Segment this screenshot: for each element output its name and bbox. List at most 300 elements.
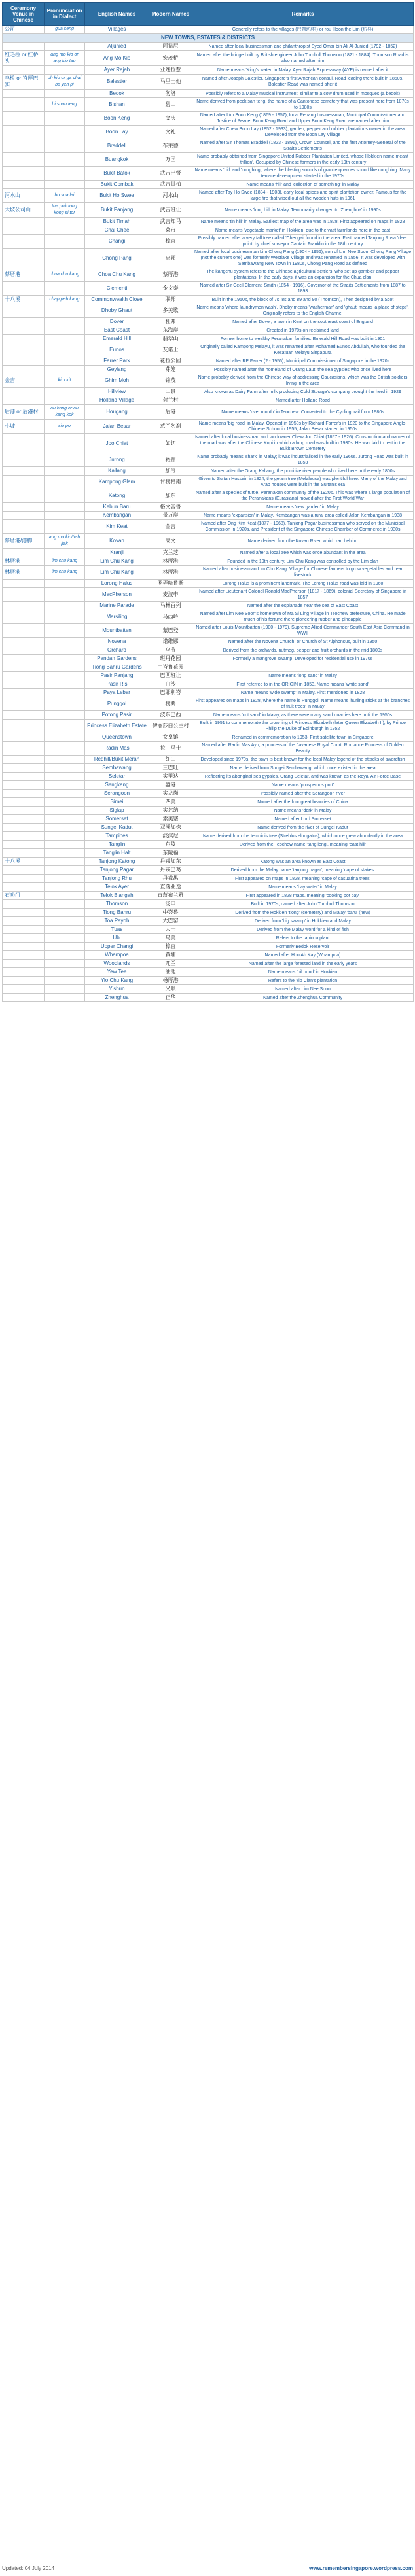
- english-name-cell: Bukit Timah: [85, 218, 149, 226]
- table-row: [3, 824, 414, 832]
- remarks-cell: Also known as Dairy Farm after milk producing Cold Storage's company brought the herd in 1929: [192, 388, 414, 396]
- english-name-cell: Orchard: [85, 646, 149, 655]
- remarks-cell: Named after Tay Ho Swee (1834 - 1903), early local spices and spirit plantation owner. Famous for the large fire that wiped out all the wooden huts in 1961: [192, 189, 414, 203]
- english-name-cell: Bukit Batok: [85, 167, 149, 181]
- table-row: [3, 26, 414, 34]
- pronunciation-cell: [45, 689, 85, 697]
- remarks-cell: Possibly refers to a Malay musical instrument, similar to a cow drum used in mosques (a bedok): [192, 90, 414, 98]
- table-row: [3, 610, 414, 624]
- modern-name-cell: 红山: [149, 756, 192, 764]
- pronunciation-cell: au kang or au kang kok: [45, 405, 85, 420]
- pronunciation-cell: lim chu kang: [45, 566, 85, 580]
- english-name-cell: Yishun: [85, 985, 149, 994]
- chinese-name-cell: [3, 304, 45, 318]
- table-header-row: [3, 3, 414, 26]
- chinese-name-cell: [3, 883, 45, 892]
- modern-name-cell: 三巴旺: [149, 764, 192, 773]
- modern-name-cell: 林厝港: [149, 566, 192, 580]
- modern-name-cell: 武吉班让: [149, 203, 192, 218]
- table-row: [3, 112, 414, 126]
- english-name-cell: Lorong Halus: [85, 580, 149, 588]
- chinese-name-cell: [3, 807, 45, 815]
- table-row: [3, 900, 414, 909]
- modern-name-cell: 河水山: [149, 189, 192, 203]
- english-name-cell: MacPherson: [85, 588, 149, 602]
- chinese-name-cell: [3, 773, 45, 781]
- modern-name-cell: 勿洛: [149, 90, 192, 98]
- english-name-cell: Holland Village: [85, 396, 149, 405]
- english-name-cell: Tuas: [85, 926, 149, 934]
- modern-name-cell: 布莱德: [149, 139, 192, 153]
- chinese-name-cell: [3, 875, 45, 883]
- table-row: [3, 790, 414, 798]
- pronunciation-cell: [45, 366, 85, 374]
- chinese-name-cell: [3, 549, 45, 557]
- pronunciation-cell: [45, 883, 85, 892]
- remarks-cell: Named after Lim Nee Soon's hometown of Ma Si Ling Village in Teochew prefecture, China. He made much of his fortune there pioneering rubber and pineapple: [192, 610, 414, 624]
- chinese-name-cell: [3, 951, 45, 960]
- modern-name-cell: 汤申: [149, 900, 192, 909]
- english-name-cell: Simei: [85, 798, 149, 807]
- table-row: [3, 126, 414, 139]
- header-remarks: Remarks: [192, 3, 414, 26]
- modern-name-cell: 四美: [149, 798, 192, 807]
- english-name-cell: Pasir Ris: [85, 680, 149, 689]
- remarks-cell: Name means 'tin hill' in Malay. Earliest map of the area was in 1828. First appeared on maps in 1828: [192, 218, 414, 226]
- table-row: [3, 318, 414, 326]
- english-name-cell: Ubi: [85, 934, 149, 943]
- pronunciation-cell: ang mo kio or ang kio tau: [45, 51, 85, 66]
- page-wrapper: [2, 2, 413, 1002]
- remarks-cell: Derived from 'big swamp' in Hokkien and Malay: [192, 917, 414, 926]
- table-row: [3, 520, 414, 534]
- chinese-name-cell: [3, 366, 45, 374]
- english-name-cell: Jalan Besar: [85, 420, 149, 434]
- table-row: [3, 335, 414, 343]
- chinese-name-cell: 红毛桥 or 红桥头: [3, 51, 45, 66]
- modern-name-cell: 山景: [149, 388, 192, 396]
- chinese-name-cell: [3, 733, 45, 742]
- remarks-cell: Name means 'river mouth' in Teochew. Converted to the Cycling trail from 1980s: [192, 405, 414, 420]
- pronunciation-cell: [45, 900, 85, 909]
- modern-name-cell: 樟宜: [149, 235, 192, 249]
- remarks-cell: Built in the 1950s, the block of 7s, 8s and 89 and 90 (Thomson), Then designed by a Scot: [192, 296, 414, 304]
- pronunciation-cell: [45, 892, 85, 900]
- english-name-cell: Queenstown: [85, 733, 149, 742]
- remarks-cell: Name means 'long hill' in Malay. Temporarily changed to 'Zhenghua' in 1990s: [192, 203, 414, 218]
- chinese-name-cell: [3, 249, 45, 268]
- modern-name-cell: 后港: [149, 405, 192, 420]
- chinese-name-cell: [3, 624, 45, 638]
- modern-name-cell: 金吉: [149, 520, 192, 534]
- chinese-name-cell: 河水山: [3, 189, 45, 203]
- remarks-cell: Named after a species of turtle. Peranakan community of the 1920s. This was where a large population of the Peranakans (Eurasians) moved after the First World War: [192, 489, 414, 503]
- pronunciation-cell: [45, 951, 85, 960]
- english-name-cell: Chai Chee: [85, 226, 149, 235]
- table-row: [3, 934, 414, 943]
- modern-name-cell: 甘榜格南: [149, 476, 192, 489]
- modern-name-cell: 蒙巴登: [149, 624, 192, 638]
- english-name-cell: Kovan: [85, 534, 149, 549]
- table-row: [3, 720, 414, 733]
- chinese-name-cell: [3, 112, 45, 126]
- english-name-cell: Zhenghua: [85, 994, 149, 1002]
- english-name-cell: Lim Chu Kang: [85, 566, 149, 580]
- modern-name-cell: 巴耶利峇: [149, 689, 192, 697]
- modern-name-cell: 丹戎禺: [149, 875, 192, 883]
- english-name-cell: Redhill/Bukit Merah: [85, 756, 149, 764]
- header-pronunciation: Pronunciation in Dialect: [45, 3, 85, 26]
- remarks-cell: Named after businessman Lim Chu Kang. Village for Chinese farmers to grow vegetables and rear livestock: [192, 566, 414, 580]
- modern-name-cell: 多美歌: [149, 304, 192, 318]
- modern-name-cell: 丹戎巴葛: [149, 866, 192, 875]
- table-row: [3, 374, 414, 388]
- table-row: [3, 858, 414, 866]
- pronunciation-cell: [45, 453, 85, 467]
- table-row: [3, 181, 414, 189]
- table-row: [3, 434, 414, 453]
- chinese-name-cell: [3, 318, 45, 326]
- table-row: [3, 366, 414, 374]
- table-row: [3, 249, 414, 268]
- table-row: [3, 849, 414, 858]
- remarks-cell: Former home to wealthy Peranakan families. Emerald Hill Road was built in 1901: [192, 335, 414, 343]
- english-name-cell: Katong: [85, 489, 149, 503]
- table-row: [3, 476, 414, 489]
- remarks-cell: First appeared on maps in 1828, meaning 'cape of casuarina trees': [192, 875, 414, 883]
- pronunciation-cell: [45, 467, 85, 476]
- pronunciation-cell: kim kit: [45, 374, 85, 388]
- english-name-cell: Mountbatten: [85, 624, 149, 638]
- section-title: NEW TOWNS, ESTATES & DISTRICTS: [3, 34, 414, 43]
- table-row: [3, 697, 414, 711]
- table-row: [3, 580, 414, 588]
- english-name-cell: Sengkang: [85, 781, 149, 790]
- english-name-cell: East Coast: [85, 326, 149, 335]
- remarks-cell: Named after Lieutenant Colonel Ronald MacPherson (1817 - 1869), colonial Secretary of Singapore in 1857: [192, 588, 414, 602]
- pronunciation-cell: [45, 672, 85, 680]
- remarks-cell: Named after the Orang Kallang, the primitive river people who lived here in the early 1800s: [192, 467, 414, 476]
- english-name-cell: Tanglin: [85, 841, 149, 849]
- table-row: [3, 189, 414, 203]
- modern-name-cell: 荷兰村: [149, 396, 192, 405]
- modern-name-cell: 义顺: [149, 985, 192, 994]
- english-name-cell: Yew Tee: [85, 968, 149, 977]
- table-row: [3, 268, 414, 282]
- table-row: [3, 43, 414, 51]
- modern-name-cell: 乌美: [149, 934, 192, 943]
- chinese-name-cell: [3, 756, 45, 764]
- chinese-name-cell: [3, 798, 45, 807]
- pronunciation-cell: [45, 235, 85, 249]
- english-name-cell: Tanjong Katong: [85, 858, 149, 866]
- chinese-name-cell: [3, 994, 45, 1002]
- chinese-name-cell: [3, 824, 45, 832]
- modern-name-cell: 加冷: [149, 467, 192, 476]
- pronunciation-cell: ho sua lai: [45, 189, 85, 203]
- remarks-cell: Founded in the 19th century, Lim Chu Kang was controlled by the Lim clan: [192, 557, 414, 566]
- remarks-cell: Name probably obtained from Singapore United Rubber Plantation Limited, whose Hokkien name meant 'trillion'. Occupied by Chinese farmers in the early 19th century: [192, 153, 414, 167]
- english-name-cell: Potong Pasir: [85, 711, 149, 720]
- chinese-name-cell: [3, 968, 45, 977]
- remarks-cell: Named after Radin Mas Ayu, a princess of the Javanese Royal Court. Romance Princess of Golden Beauty: [192, 742, 414, 756]
- modern-name-cell: 马里士他: [149, 75, 192, 90]
- english-name-cell: Dover: [85, 318, 149, 326]
- english-name-cell: Woodlands: [85, 960, 149, 968]
- english-name-cell: Kim Keat: [85, 520, 149, 534]
- pronunciation-cell: [45, 434, 85, 453]
- remarks-cell: Named after local businessman Lim Chong Pang (1904 - 1956), son of Lim Nee Soon. Chong Pang Village (not the current one) was formerly Westlake Village and was renamed in 1956. It was developed with Sembawang New Town in 1980s, Chong Pang Road as defined: [192, 249, 414, 268]
- table-row: [3, 90, 414, 98]
- chinese-name-cell: 蔡厝港: [3, 268, 45, 282]
- table-row: [3, 742, 414, 756]
- pronunciation-cell: [45, 181, 85, 189]
- chinese-name-cell: [3, 520, 45, 534]
- pronunciation-cell: [45, 790, 85, 798]
- chinese-name-cell: [3, 357, 45, 366]
- pronunciation-cell: [45, 697, 85, 711]
- remarks-cell: Name derived from the river of Sungei Kadut: [192, 824, 414, 832]
- english-name-cell: Jurong: [85, 453, 149, 467]
- english-name-cell: Radin Mas: [85, 742, 149, 756]
- remarks-cell: Named after the four great beauties of China: [192, 798, 414, 807]
- english-name-cell: Bishan: [85, 98, 149, 112]
- pronunciation-cell: [45, 520, 85, 534]
- chinese-name-cell: [3, 672, 45, 680]
- modern-name-cell: 油池: [149, 968, 192, 977]
- table-row: [3, 711, 414, 720]
- chinese-name-cell: [3, 434, 45, 453]
- section-header-row: [3, 34, 414, 43]
- table-row: [3, 883, 414, 892]
- table-row: [3, 304, 414, 318]
- pronunciation-cell: [45, 335, 85, 343]
- chinese-name-cell: [3, 934, 45, 943]
- pronunciation-cell: [45, 326, 85, 335]
- table-row: [3, 557, 414, 566]
- remarks-cell: [192, 849, 414, 858]
- pronunciation-cell: [45, 663, 85, 672]
- modern-name-cell: 樟宜: [149, 943, 192, 951]
- modern-name-cell: 文礼: [149, 126, 192, 139]
- chinese-name-cell: [3, 985, 45, 994]
- english-name-cell: Bukit Ho Swee: [85, 189, 149, 203]
- table-row: [3, 977, 414, 985]
- pronunciation-cell: [45, 318, 85, 326]
- english-name-cell: Ghim Moh: [85, 374, 149, 388]
- table-row: [3, 968, 414, 977]
- modern-name-cell: 拉丁马士: [149, 742, 192, 756]
- modern-name-cell: 格文峇鲁: [149, 503, 192, 512]
- table-row: [3, 807, 414, 815]
- pronunciation-cell: [45, 112, 85, 126]
- pronunciation-cell: [45, 139, 85, 153]
- english-name-cell: Emerald Hill: [85, 335, 149, 343]
- pronunciation-cell: [45, 781, 85, 790]
- english-name-cell: Kranji: [85, 549, 149, 557]
- pronunciation-cell: [45, 126, 85, 139]
- table-row: [3, 773, 414, 781]
- pronunciation-cell: [45, 602, 85, 610]
- english-name-cell: Choa Chu Kang: [85, 268, 149, 282]
- table-row: [3, 646, 414, 655]
- english-name-cell: Clementi: [85, 282, 149, 296]
- english-name-cell: Dhoby Ghaut: [85, 304, 149, 318]
- pronunciation-cell: sio po: [45, 420, 85, 434]
- pronunciation-cell: [45, 218, 85, 226]
- chinese-name-cell: 林厝港: [3, 566, 45, 580]
- chinese-name-cell: [3, 926, 45, 934]
- pronunciation-cell: [45, 153, 85, 167]
- table-row: [3, 420, 414, 434]
- modern-name-cell: 实乞纳: [149, 807, 192, 815]
- pronunciation-cell: [45, 926, 85, 934]
- remarks-cell: Name means 'hill' and 'coughing', where the blasting sounds of granite quarries sound like coughing. Many terrace development started in the 1970s: [192, 167, 414, 181]
- chinese-name-cell: [3, 588, 45, 602]
- pronunciation-cell: [45, 968, 85, 977]
- english-name-cell: Telok Blangah: [85, 892, 149, 900]
- english-name-cell: Commonwealth Close: [85, 296, 149, 304]
- modern-name-cell: 双溪加株: [149, 824, 192, 832]
- chinese-name-cell: 十八溪: [3, 858, 45, 866]
- chinese-name-cell: [3, 711, 45, 720]
- english-name-cell: Sungei Kadut: [85, 824, 149, 832]
- table-row: [3, 226, 414, 235]
- remarks-cell: Given to Sultan Hussein in 1824; the gelam tree (Melaleuca) was plentiful here. Many of the Malay and Arab houses were built in the Sultan's era: [192, 476, 414, 489]
- pronunciation-cell: [45, 476, 85, 489]
- chinese-name-cell: [3, 720, 45, 733]
- english-name-cell: Novena: [85, 638, 149, 646]
- pronunciation-cell: [45, 711, 85, 720]
- remarks-cell: Name derived from the tempinis tree (Streblus elongatus), which once grew abundantly in the area: [192, 832, 414, 841]
- table-row: [3, 139, 414, 153]
- english-name-cell: Braddell: [85, 139, 149, 153]
- modern-name-cell: 巴西班让: [149, 672, 192, 680]
- remarks-cell: Formerly a mangrove swamp. Developed for residential use in 1970s: [192, 655, 414, 663]
- remarks-cell: Formerly Bedok Reservoir: [192, 943, 414, 951]
- pronunciation-cell: [45, 849, 85, 858]
- remarks-cell: First appeared in 1828 maps, meaning 'cooking pot bay': [192, 892, 414, 900]
- table-row: [3, 534, 414, 549]
- pronunciation-cell: [45, 43, 85, 51]
- site-link[interactable]: www.remembersingapore.wordpress.com: [309, 2566, 413, 2571]
- pronunciation-cell: [45, 680, 85, 689]
- table-row: [3, 51, 414, 66]
- chinese-name-cell: [3, 139, 45, 153]
- pronunciation-cell: [45, 588, 85, 602]
- modern-name-cell: 女皇镇: [149, 733, 192, 742]
- table-row: [3, 781, 414, 790]
- table-body: [3, 26, 414, 1002]
- remarks-cell: Lorong Halus is a prominent landmark. The Lorong Halus road was laid in 1960: [192, 580, 414, 588]
- chinese-name-cell: 公司: [3, 26, 45, 34]
- modern-name-cell: 盛港: [149, 781, 192, 790]
- table-row: [3, 153, 414, 167]
- chinese-name-cell: 小坡: [3, 420, 45, 434]
- modern-name-cell: 罗弄哈鲁斯: [149, 580, 192, 588]
- table-row: [3, 388, 414, 396]
- english-name-cell: Aljunied: [85, 43, 149, 51]
- modern-name-cell: 菜市: [149, 226, 192, 235]
- table-row: [3, 655, 414, 663]
- modern-name-cell: 联邦: [149, 296, 192, 304]
- chinese-name-cell: [3, 841, 45, 849]
- pronunciation-cell: [45, 282, 85, 296]
- modern-name-cell: 克兰芝: [149, 549, 192, 557]
- remarks-cell: Originally called Kampong Melayu, it was renamed after Mohamed Eunos Abdullah, who founded the Kesatuan Melayu Singapura: [192, 343, 414, 357]
- pronunciation-cell: [45, 824, 85, 832]
- english-name-cell: Bedok: [85, 90, 149, 98]
- pronunciation-cell: [45, 226, 85, 235]
- modern-name-cell: 友诺士: [149, 343, 192, 357]
- remarks-cell: Built in 1970s, named after John Turnbull Thomson: [192, 900, 414, 909]
- english-name-cell: Changi: [85, 235, 149, 249]
- english-name-cell: Eunos: [85, 343, 149, 357]
- chinese-name-cell: [3, 943, 45, 951]
- modern-name-cell: 景万岸: [149, 512, 192, 520]
- english-name-cell: Siglap: [85, 807, 149, 815]
- table-row: [3, 917, 414, 926]
- pronunciation-cell: lim chu kang: [45, 557, 85, 566]
- modern-name-cell: 翡翠山: [149, 335, 192, 343]
- remarks-cell: First appeared on maps in 1828, where the name is Punggol. Name means 'hurling sticks at the branches of fruit trees' in Malay: [192, 697, 414, 711]
- modern-name-cell: 蔡厝港: [149, 268, 192, 282]
- english-name-cell: Kallang: [85, 467, 149, 476]
- chinese-name-cell: [3, 697, 45, 711]
- remarks-cell: Named after Ong Kim Keat (1877 - 1968), Tanjong Pagar businessman who served on the Municipal Commission in 1920s, and President of the Singapore Chinese Chamber of Commerce in 1930s: [192, 520, 414, 534]
- remarks-cell: Name means 'long sand' in Malay: [192, 672, 414, 680]
- remarks-cell: Named after the esplanade near the sea of East Coast: [192, 602, 414, 610]
- remarks-cell: Derived from the Teochew name 'tang leng', meaning 'east hill': [192, 841, 414, 849]
- english-name-cell: Boon Keng: [85, 112, 149, 126]
- remarks-cell: Named after Dover, a town in Kent on the southeast coast of England: [192, 318, 414, 326]
- remarks-cell: Named after Lim Boon Keng (1869 - 1957), local Penang businessman, Municipal Commissioner and Justice of Peace. Boon Keng Road and Upper Boon Keng Road are named after him: [192, 112, 414, 126]
- pronunciation-cell: [45, 764, 85, 773]
- pronunciation-cell: [45, 396, 85, 405]
- pronunciation-cell: [45, 773, 85, 781]
- table-row: [3, 602, 414, 610]
- remarks-cell: Name means 'vegetable market' in Hokkien, due to the vast farmlands here in the past: [192, 226, 414, 235]
- pronunciation-cell: [45, 624, 85, 638]
- remarks-cell: Named after Sir Thomas Braddell (1823 - 1891), Crown Counsel, and the first Attorney-General of the Straits Settlements: [192, 139, 414, 153]
- chinese-name-cell: [3, 646, 45, 655]
- chinese-name-cell: [3, 453, 45, 467]
- table-row: [3, 167, 414, 181]
- remarks-cell: Name means 'King's water' in Malay. Ayer Rajah Expressway (AYE) is named after it: [192, 66, 414, 75]
- chinese-name-cell: [3, 282, 45, 296]
- remarks-cell: Named after a local tree which was once abundant in the area: [192, 549, 414, 557]
- english-name-cell: Joo Chiat: [85, 434, 149, 453]
- remarks-cell: Generally refers to the villages (巴刹坊/村) or rou Hoon the Lim (坊县): [192, 26, 414, 34]
- modern-name-cell: 实龙岗: [149, 790, 192, 798]
- chinese-name-cell: 十八溪: [3, 296, 45, 304]
- table-row: [3, 203, 414, 218]
- remarks-cell: Name means 'hill' and 'collection of something' in Malay: [192, 181, 414, 189]
- table-row: [3, 832, 414, 841]
- table-row: [3, 764, 414, 773]
- table-row: [3, 218, 414, 226]
- modern-name-cell: 中峇鲁花园: [149, 663, 192, 672]
- chinese-name-cell: [3, 66, 45, 75]
- chinese-name-cell: [3, 326, 45, 335]
- english-name-cell: Somerset: [85, 815, 149, 824]
- pronunciation-cell: [45, 655, 85, 663]
- chinese-name-cell: [3, 689, 45, 697]
- table-row: [3, 680, 414, 689]
- pronunciation-cell: [45, 167, 85, 181]
- remarks-cell: Named after local businessman and philanthropist Syed Omar bin Ali Al-Junied (1792 - 1852): [192, 43, 414, 51]
- remarks-cell: Name derived from Sungei Sembawang, which once existed in the area: [192, 764, 414, 773]
